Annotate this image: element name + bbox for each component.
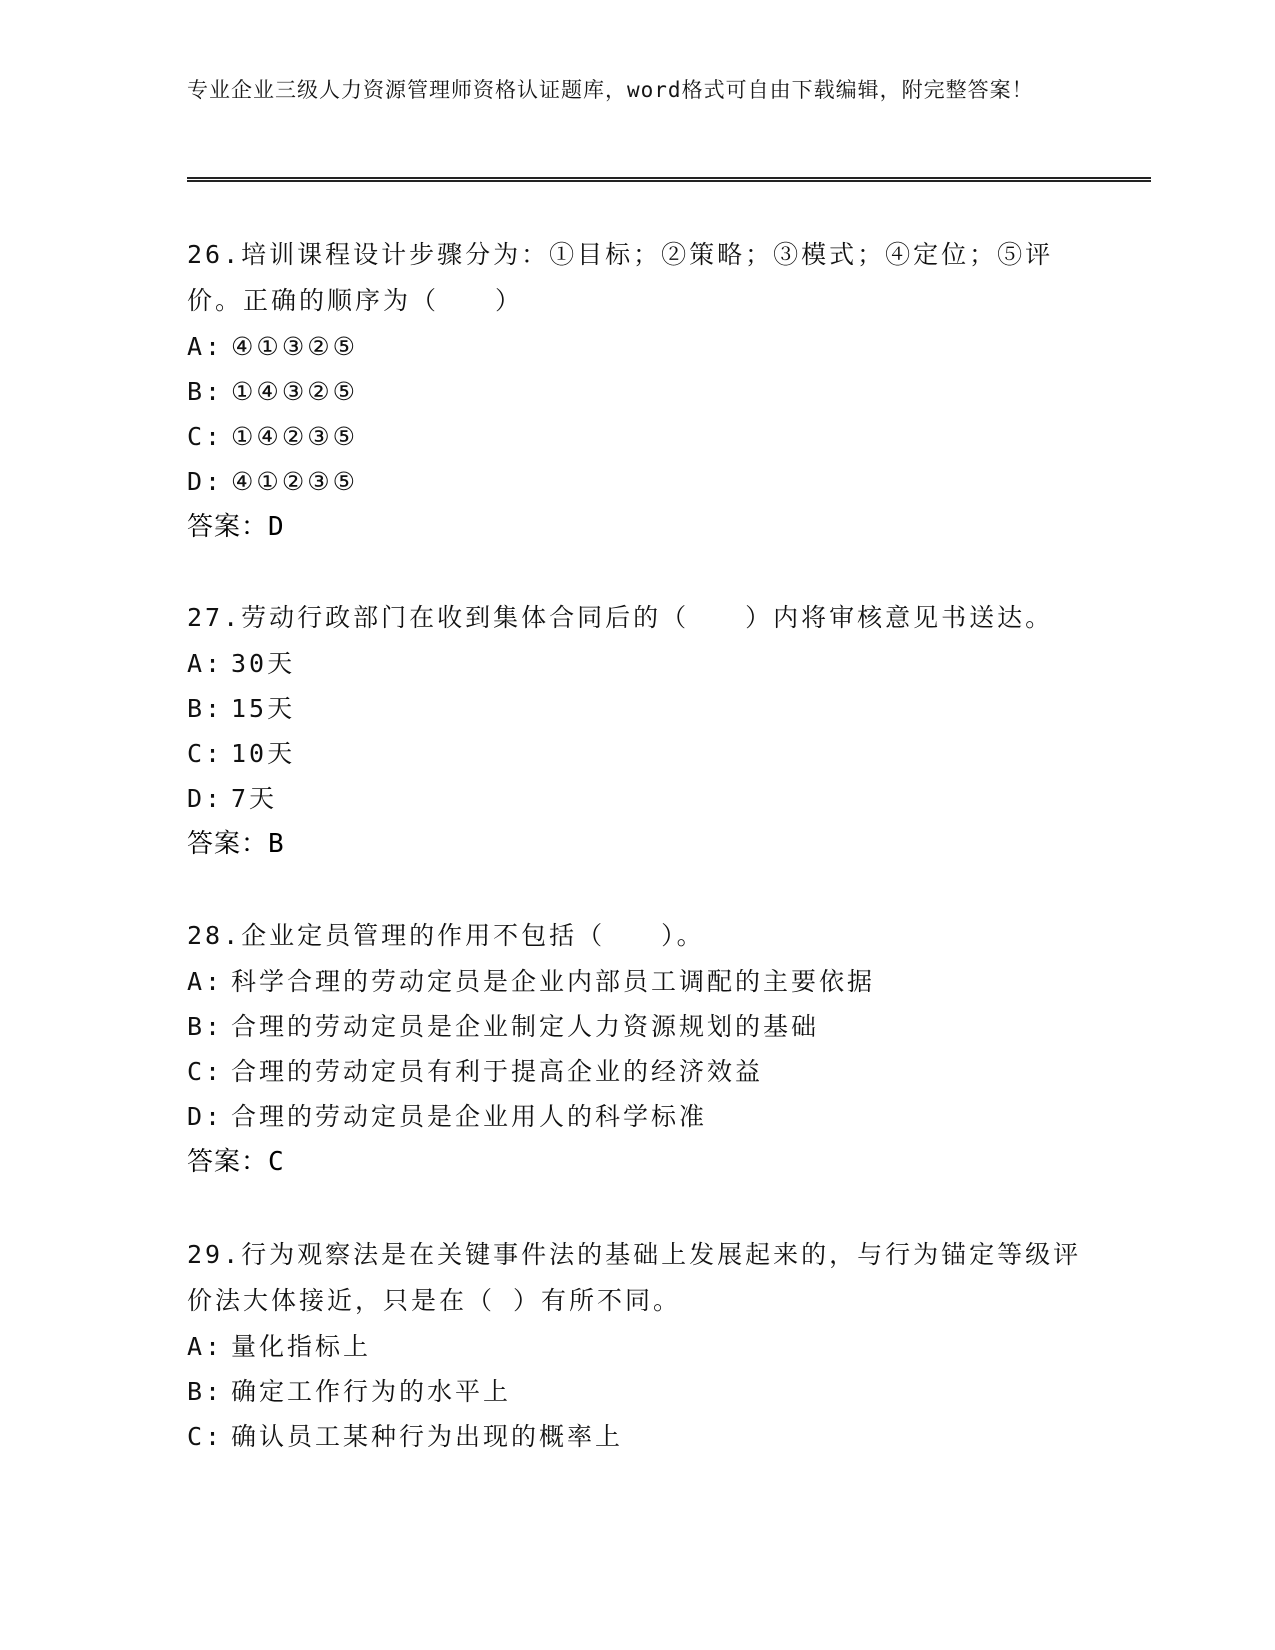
question-stem: 27.劳动行政部门在收到集体合同后的（ ）内将审核意见书送达。 [187,603,1054,632]
question-28 [187,913,1087,1185]
option-a [187,641,1087,686]
option-letter: B: [187,1377,224,1406]
option-text: 30天 [231,649,296,678]
option-letter: A: [187,1332,224,1361]
question-stem: 28.企业定员管理的作用不包括（ ）。 [187,921,705,950]
option-text: ①④②③⑤ [231,422,359,451]
option-text: 合理的劳动定员是企业用人的科学标准 [231,1102,708,1131]
option-b [187,1004,1087,1049]
option-a [187,1324,1087,1369]
option-letter: A: [187,649,224,678]
question-26 [187,232,1087,550]
question-29 [187,1232,1087,1459]
option-letter: B: [187,1012,224,1041]
option-text: 15天 [231,694,296,723]
answer-label: 答案：C [187,1147,285,1177]
option-text: 科学合理的劳动定员是企业内部员工调配的主要依据 [231,967,876,996]
option-letter: C: [187,1422,224,1451]
answer-label: 答案：D [187,512,285,542]
option-text: 合理的劳动定员是企业制定人力资源规划的基础 [231,1012,820,1041]
question-stem: 26.培训课程设计步骤分为：①目标；②策略；③模式；④定位；⑤评价。正确的顺序为（ ） [187,240,1054,315]
option-text: ①④③②⑤ [231,377,359,406]
option-letter: D: [187,784,224,813]
option-text: 10天 [231,739,296,768]
option-text: ④①②③⑤ [231,467,359,496]
option-b [187,1369,1087,1414]
option-c [187,414,1087,459]
answer-label: 答案：B [187,829,285,859]
option-c [187,1414,1087,1459]
option-letter: A: [187,332,224,361]
header-double-rule [187,177,1151,182]
option-text: 7天 [231,784,278,813]
option-c [187,731,1087,776]
option-c [187,1049,1087,1094]
option-letter: C: [187,422,224,451]
option-text: 量化指标上 [231,1332,372,1361]
option-letter: C: [187,1057,224,1086]
question-27 [187,595,1087,867]
option-d [187,776,1087,821]
option-letter: D: [187,467,224,496]
option-b [187,369,1087,414]
option-a [187,324,1087,369]
option-b [187,686,1087,731]
option-letter: B: [187,694,224,723]
option-d [187,459,1087,504]
option-letter: A: [187,967,224,996]
option-text: ④①③②⑤ [231,332,359,361]
question-stem: 29.行为观察法是在关键事件法的基础上发展起来的，与行为锚定等级评价法大体接近，只是在（ ）有所不同。 [187,1240,1082,1315]
option-a [187,959,1087,1004]
header-intro-text: 专业企业三级人力资源管理师资格认证题库，word格式可自由下载编辑，附完整答案！ [187,78,1034,102]
option-text: 确定工作行为的水平上 [231,1377,512,1406]
option-letter: D: [187,1102,224,1131]
option-text: 合理的劳动定员有利于提高企业的经济效益 [231,1057,764,1086]
option-letter: C: [187,739,224,768]
option-text: 确认员工某种行为出现的概率上 [231,1422,624,1451]
option-d [187,1094,1087,1139]
option-letter: B: [187,377,224,406]
